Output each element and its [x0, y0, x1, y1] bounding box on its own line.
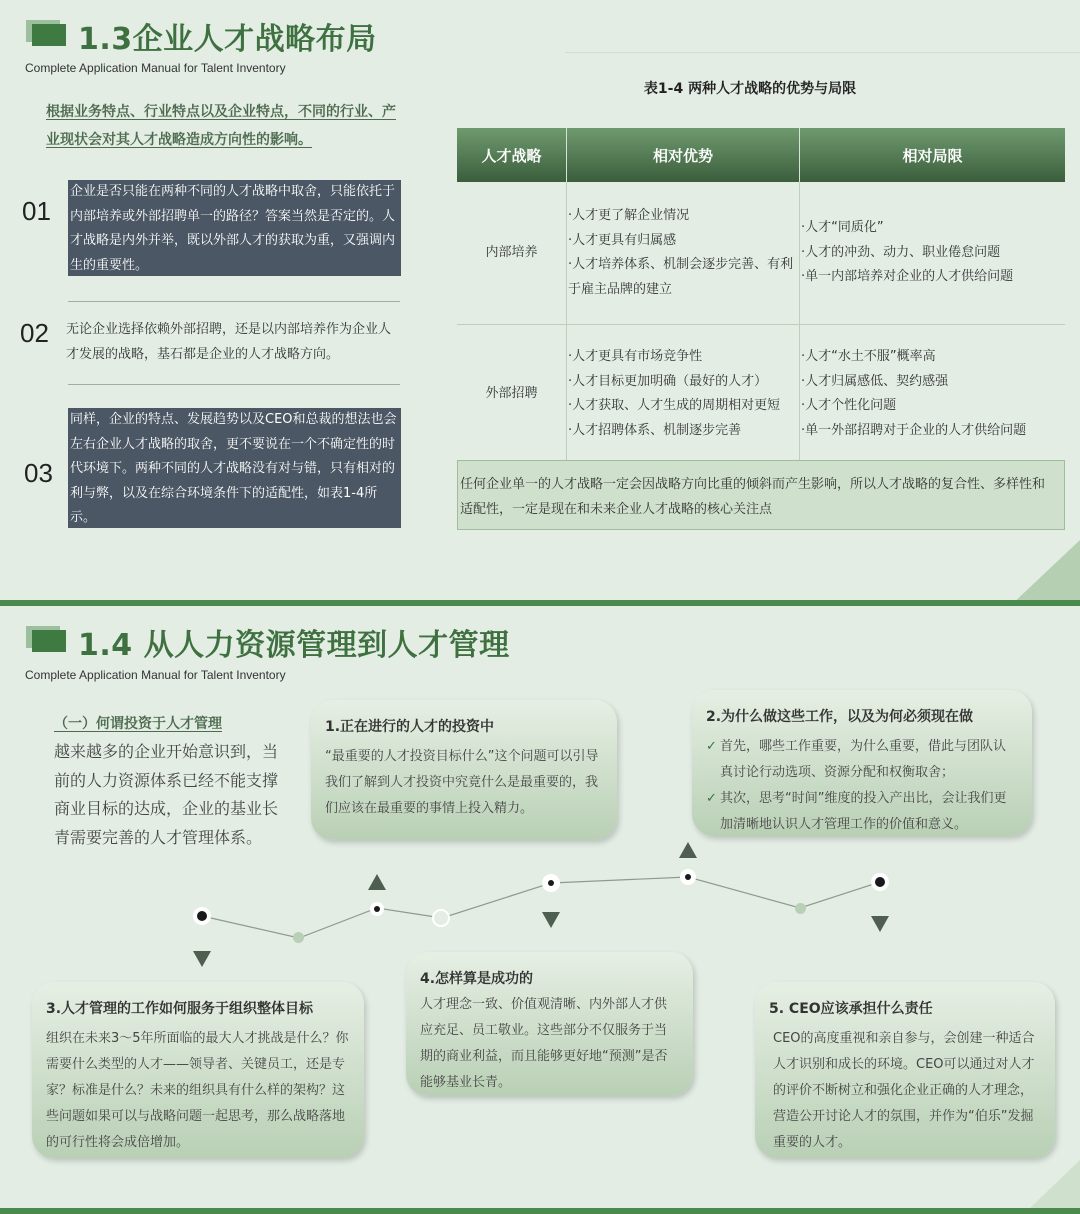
table-row [457, 182, 1065, 325]
triangle-up-icon [679, 842, 697, 858]
timeline-path [0, 860, 1080, 940]
advantage-item: ·人才获取、人才生成的周期相对更短 [568, 398, 781, 413]
limitations-cell [800, 325, 1066, 464]
timeline-dot [193, 907, 211, 925]
strategy-cell: 外部招聘 [457, 325, 567, 464]
card-why-now [692, 690, 1032, 836]
card-body [706, 734, 1018, 838]
limitations-cell [800, 182, 1066, 325]
triangle-down-icon [871, 916, 889, 932]
limitation-item: ·单一内部培养对企业的人才供给问题 [801, 269, 1014, 285]
timeline-dot [795, 903, 806, 914]
section-title-1-4: 1.4 从人力资源管理到人才管理 [78, 628, 510, 663]
timeline-dot [542, 874, 560, 892]
advantage-item: ·人才更具有市场竞争性 [568, 349, 703, 364]
point-number: 01 [22, 196, 51, 226]
section-subtitle-1-3: Complete Application Manual for Talent Inventory [25, 61, 286, 75]
advantage-item: ·人才更了解企业情况 [568, 208, 690, 223]
card-item-text: 其次，思考“时间”维度的投入产出比，会让我们更加清晰地认识人才管理工作的价值和意义。 [720, 791, 1007, 832]
card-list-item [706, 786, 1018, 838]
strategy-table [457, 128, 1065, 463]
timeline-dot [432, 909, 450, 927]
table-header: 相对优势 [567, 128, 800, 182]
timeline-dot [871, 873, 889, 891]
triangle-down-icon [193, 951, 211, 967]
point-text: 企业是否只能在两种不同的人才战略中取舍，只能依托于内部培养或外部招聘单一的路径？答案当然是否定的。人才战略是内外并举，既以外部人才的获取为重，又强调内生的重要性。 [68, 180, 401, 276]
card-list-item [706, 734, 1018, 786]
section-divider-band [0, 600, 1080, 606]
card-title: 1.正在进行的人才的投资中 [325, 719, 495, 735]
point-text: 无论企业选择依赖外部招聘，还是以内部培养作为企业人才发展的战略，基石都是企业的人才战略方向。 [66, 322, 392, 362]
card-ceo [755, 982, 1055, 1158]
card-title: 3.人才管理的工作如何服务于组织整体目标 [46, 1001, 314, 1017]
advantage-item: ·人才培养体系、机制会逐步完善、有利于雇主品牌的建立 [568, 257, 794, 297]
timeline-dot [370, 902, 384, 916]
point-text: 同样，企业的特点、发展趋势以及CEO和总裁的想法也会左右企业人才战略的取舍，更不要说在一个不确定性的时代环境下。两种不同的人才战略没有对与错，只有相对的利与弊，以及在综合环境条件下的适配性，如表1-4所示。 [68, 408, 401, 528]
advantage-item: ·人才更具有归属感 [568, 232, 677, 248]
timeline-dot [680, 869, 696, 885]
card-body: 人才理念一致、价值观清晰、内外部人才供应充足、员工敬业。这些部分不仅服务于当期的商业利益，而且能够更好地“预测”是否能够基业长青。 [420, 997, 668, 1090]
check-icon: ✓ [706, 791, 717, 806]
divider [68, 301, 400, 302]
advantages-cell [567, 182, 800, 325]
left-paragraph: 越来越多的企业开始意识到，当前的人力资源体系已经不能支撑商业目标的达成，企业的基业长青需要完善的人才管理体系。 [54, 742, 279, 847]
limitation-item: ·人才“同质化” [801, 220, 884, 236]
section-icon [26, 626, 66, 652]
timeline-dot [293, 932, 304, 943]
card-title: 4.怎样算是成功的 [420, 971, 534, 987]
table-row [457, 325, 1065, 464]
point-number: 03 [24, 458, 53, 488]
card-title: 5. CEO应该承担什么责任 [769, 1001, 933, 1017]
triangle-up-icon [368, 874, 386, 890]
table-header: 相对局限 [800, 128, 1066, 182]
check-icon: ✓ [706, 739, 717, 754]
divider [565, 52, 1080, 53]
limitation-item: ·人才“水土不服”概率高 [801, 349, 936, 364]
corner-decoration [1030, 1160, 1080, 1208]
card-item-text: 首先，哪些工作重要，为什么重要，借此与团队认真讨论行动选项、资源分配和权衡取舍； [720, 739, 1007, 780]
card-success [406, 952, 693, 1096]
table-summary: 任何企业单一的人才战略一定会因战略方向比重的倾斜而产生影响，所以人才战略的复合性、多样性和适配性，一定是现在和未来企业人才战略的核心关注点 [457, 460, 1065, 530]
strategy-cell: 内部培养 [457, 182, 567, 325]
card-org-goals [32, 982, 364, 1158]
card-body: CEO的高度重视和亲自参与，会创建一种适合人才识别和成长的环境。CEO可以通过对人才的评价不断树立和强化企业正确的人才理念，营造公开讨论人才的氛围，并作为“伯乐”发掘重要的人才。 [773, 1031, 1035, 1150]
limitation-item: ·人才个性化问题 [801, 398, 897, 413]
limitation-item: ·人才归属感低、契约感强 [801, 373, 949, 389]
bottom-band [0, 1208, 1080, 1214]
triangle-down-icon [542, 912, 560, 928]
advantage-item: ·人才目标更加明确（最好的人才） [568, 373, 768, 389]
table-header: 人才战略 [457, 128, 567, 182]
section-subtitle-1-4: Complete Application Manual for Talent Inventory [25, 668, 286, 682]
card-title: 2.为什么做这些工作，以及为何必须现在做 [706, 709, 974, 725]
left-heading: （一）何谓投资于人才管理 [54, 716, 222, 732]
divider [68, 384, 400, 385]
limitation-item: ·单一外部招聘对于企业的人才供给问题 [801, 422, 1027, 438]
card-investment [311, 700, 617, 840]
intro-text: 根据业务特点、行业特点以及企业特点，不同的行业、产业现状会对其人才战略造成方向性的影响。 [46, 104, 396, 148]
table-title: 表1-4 两种人才战略的优势与局限 [643, 81, 857, 97]
advantage-item: ·人才招聘体系、机制逐步完善 [568, 422, 742, 438]
point-number: 02 [20, 318, 49, 348]
section-icon [26, 20, 66, 46]
advantages-cell [567, 325, 800, 464]
corner-decoration [1010, 540, 1080, 606]
limitation-item: ·人才的冲劲、动力、职业倦怠问题 [801, 244, 1001, 260]
section-title-1-3: 1.3企业人才战略布局 [78, 22, 377, 57]
card-body: “最重要的人才投资目标什么”这个问题可以引导我们了解到人才投资中究竟什么是最重要的，我们应该在最重要的事情上投入精力。 [325, 749, 599, 816]
card-body: 组织在未来3～5年所面临的最大人才挑战是什么？你需要什么类型的人才——领导者、关键员工，还是专家？标准是什么？未来的组织具有什么样的架构？这些问题如果可以与战略问题一起思考，那么战略落地的可行性将会成倍增加。 [46, 1031, 349, 1150]
